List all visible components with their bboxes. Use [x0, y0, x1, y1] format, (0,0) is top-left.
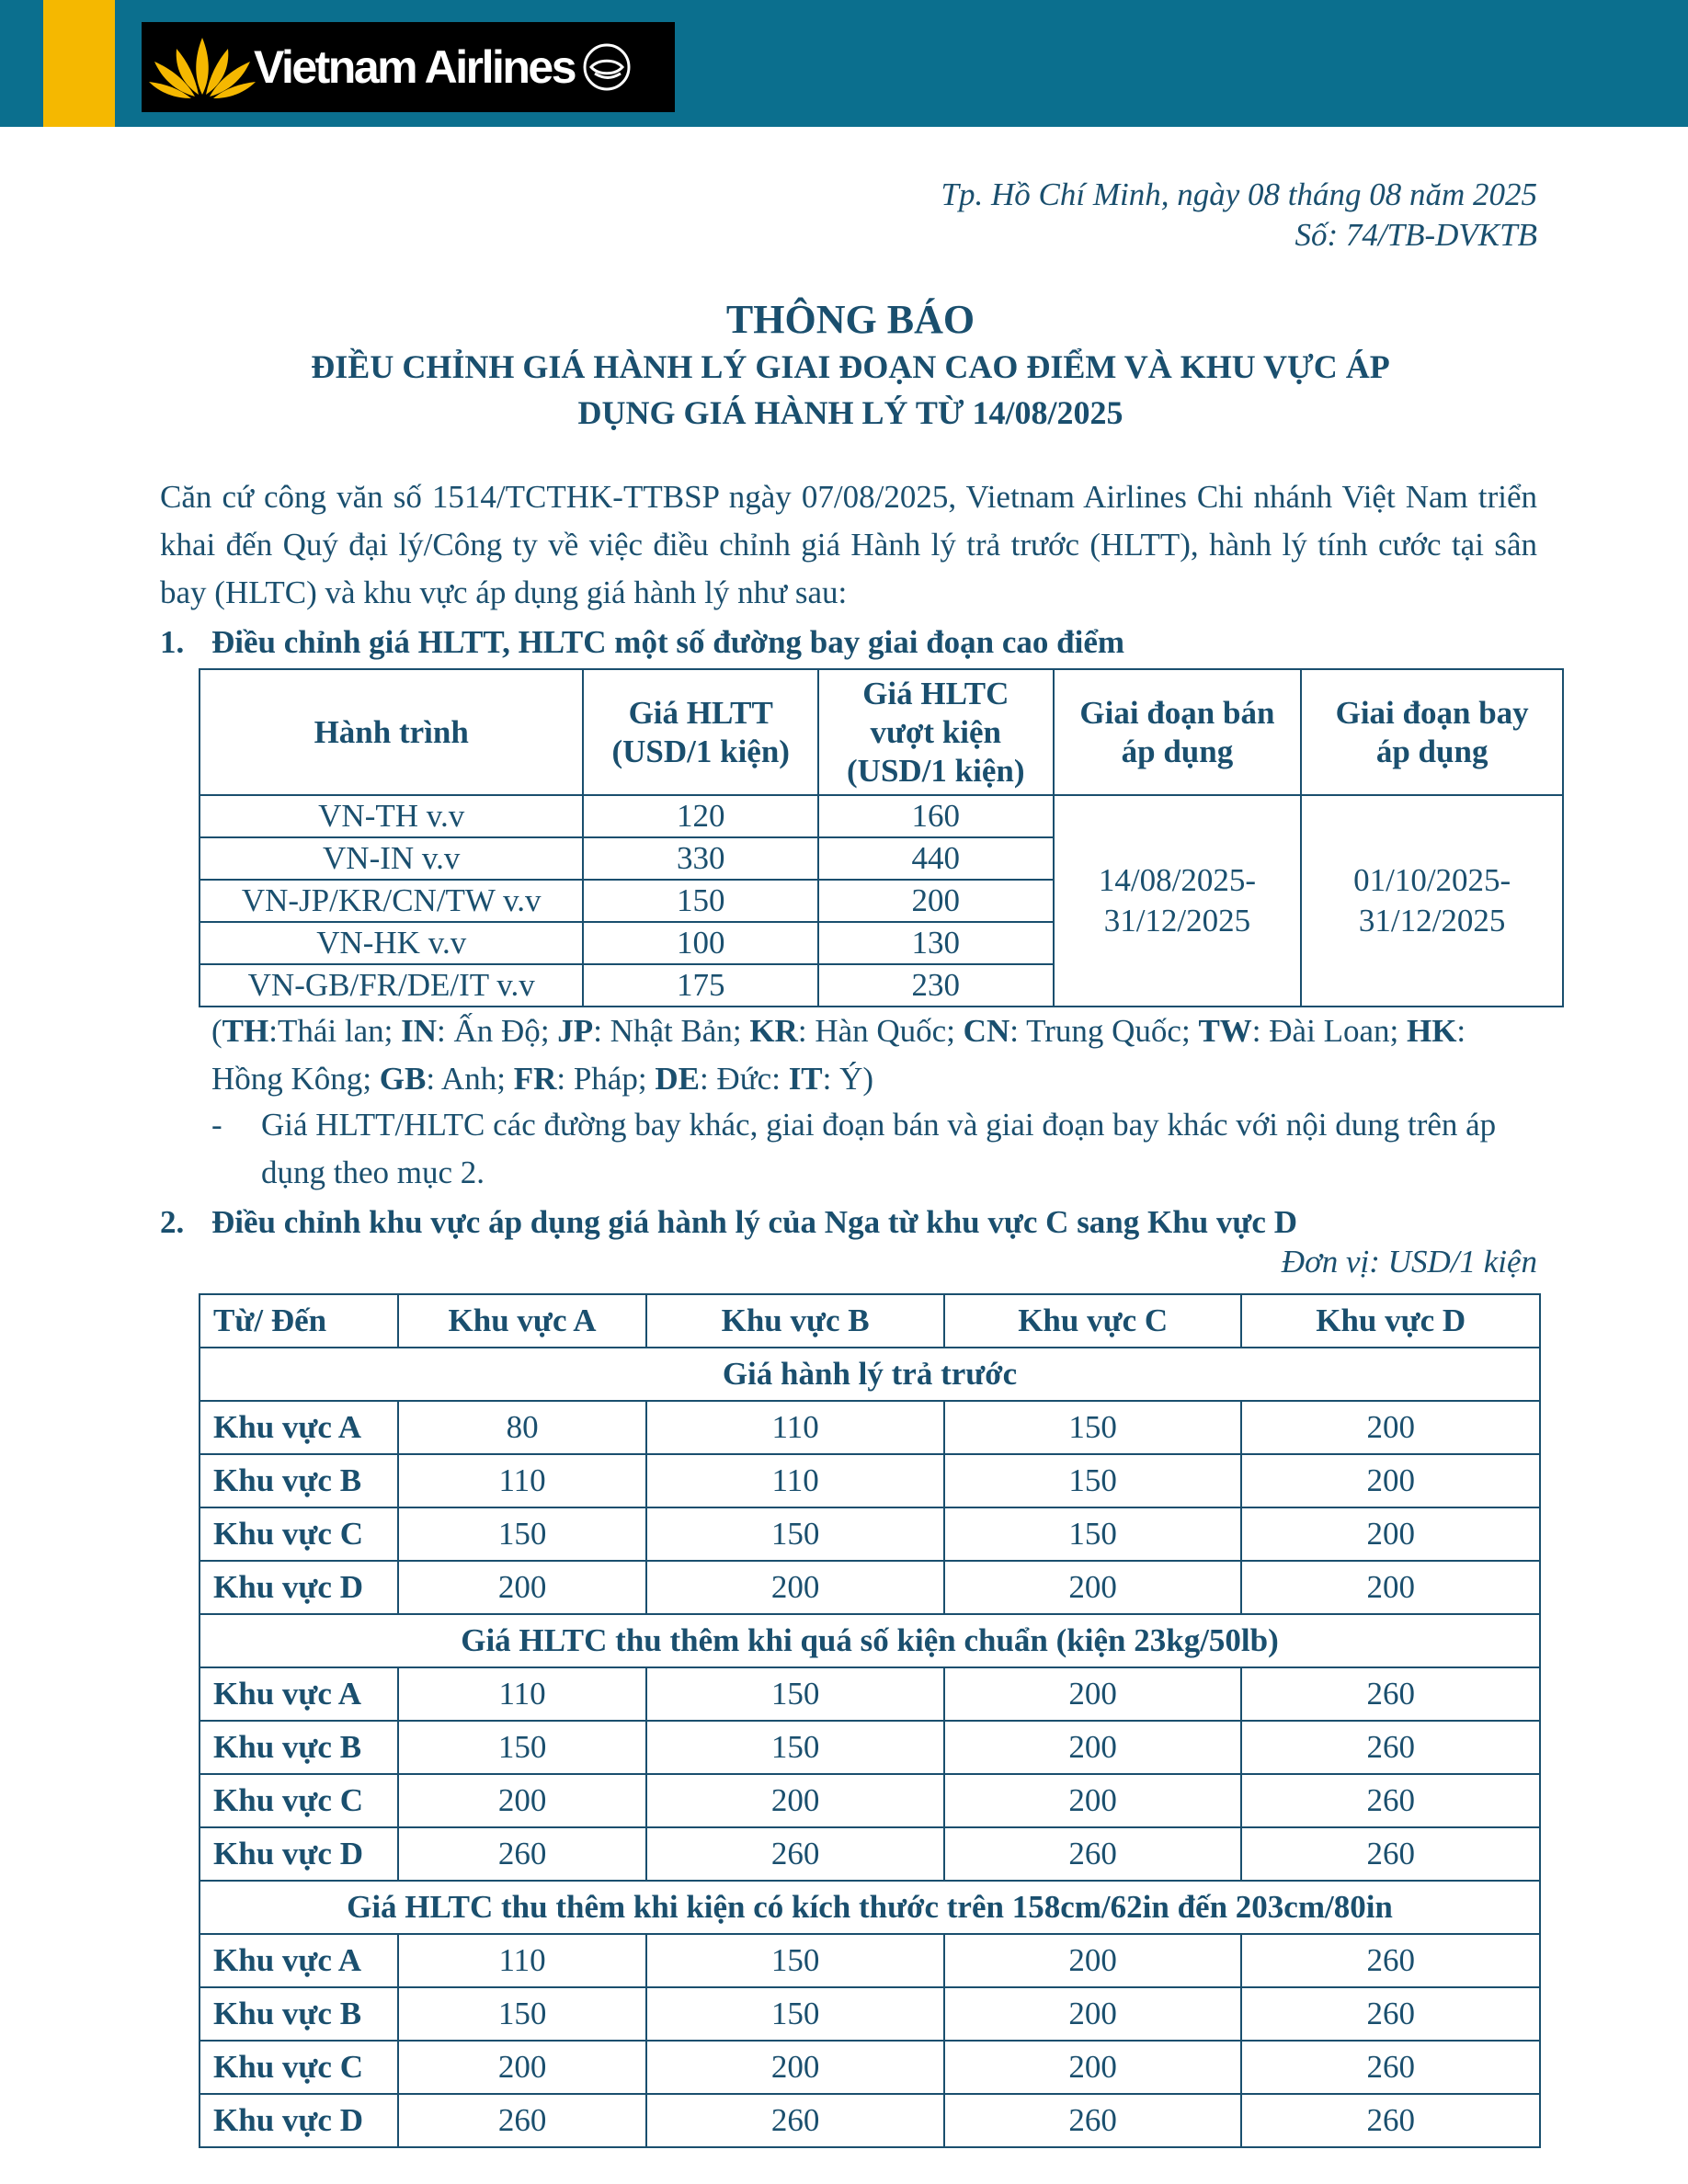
hltc-cell: 230	[818, 964, 1054, 1007]
route-cell: VN-GB/FR/DE/IT v.v	[200, 964, 583, 1007]
zone-label: Khu vực B	[200, 1987, 398, 2041]
table-row	[200, 1934, 1540, 1987]
section-1-heading	[160, 622, 1124, 663]
sale-period-cell: 14/08/2025- 31/12/2025	[1054, 795, 1302, 1007]
group-header-row	[200, 1614, 1540, 1667]
table-row	[200, 1774, 1540, 1827]
price-cell: 150	[944, 1454, 1242, 1507]
col-sale-period: Giai đoạn bán áp dụng	[1054, 669, 1302, 795]
zone-price-table	[199, 1293, 1541, 2148]
table-row	[200, 1827, 1540, 1881]
lotus-icon	[147, 30, 257, 104]
table-row	[200, 1507, 1540, 1561]
table-row	[200, 2041, 1540, 2094]
bullet-dash: -	[211, 1107, 222, 1143]
price-cell: 200	[944, 1561, 1242, 1614]
col-route: Hành trình	[200, 669, 583, 795]
group-title: Giá hành lý trả trước	[200, 1348, 1540, 1401]
zone-label: Khu vực C	[200, 1774, 398, 1827]
price-cell: 200	[398, 2041, 647, 2094]
price-cell: 200	[646, 1774, 944, 1827]
price-cell: 260	[1241, 1987, 1540, 2041]
section-1-title: Điều chỉnh giá HLTT, HLTC một số đường bay giai đoạn cao điểm	[211, 624, 1125, 660]
price-cell: 150	[646, 1667, 944, 1721]
zone-label: Khu vực D	[200, 1827, 398, 1881]
price-cell: 150	[646, 1721, 944, 1774]
price-cell: 260	[1241, 2094, 1540, 2147]
price-cell: 200	[1241, 1454, 1540, 1507]
price-cell: 200	[398, 1774, 647, 1827]
col-zone-d: Khu vực D	[1241, 1294, 1540, 1348]
hltc-cell: 200	[818, 880, 1054, 922]
document-number: Số: 74/TB-DVKTB	[1295, 217, 1537, 253]
route-cell: VN-IN v.v	[200, 837, 583, 880]
zone-label: Khu vực C	[200, 2041, 398, 2094]
price-cell: 200	[398, 1561, 647, 1614]
unit-note: Đơn vị: USD/1 kiện	[1281, 1244, 1537, 1280]
price-cell: 150	[646, 1987, 944, 2041]
col-zone-a: Khu vực A	[398, 1294, 647, 1348]
price-cell: 150	[646, 1934, 944, 1987]
price-cell: 260	[1241, 1721, 1540, 1774]
price-cell: 150	[398, 1507, 647, 1561]
place-date: Tp. Hồ Chí Minh, ngày 08 tháng 08 năm 2025	[941, 176, 1537, 212]
price-cell: 260	[944, 1827, 1242, 1881]
hltt-cell: 120	[583, 795, 818, 837]
table-header-row	[200, 669, 1563, 795]
zone-label: Khu vực B	[200, 1721, 398, 1774]
price-cell: 110	[398, 1667, 647, 1721]
price-cell: 260	[1241, 2041, 1540, 2094]
section-2-heading	[160, 1202, 1297, 1243]
price-cell: 260	[646, 1827, 944, 1881]
price-cell: 200	[944, 1667, 1242, 1721]
table-row	[200, 1561, 1540, 1614]
price-cell: 110	[646, 1401, 944, 1454]
price-cell: 260	[646, 2094, 944, 2147]
fly-period-cell: 01/10/2025- 31/12/2025	[1301, 795, 1563, 1007]
price-cell: 110	[398, 1454, 647, 1507]
peak-route-table	[199, 668, 1564, 1007]
title-line-2: DỤNG GIÁ HÀNH LÝ TỪ 14/08/2025	[577, 394, 1123, 431]
price-cell: 150	[398, 1987, 647, 2041]
zone-label: Khu vực A	[200, 1401, 398, 1454]
group-header-row	[200, 1348, 1540, 1401]
price-cell: 260	[944, 2094, 1242, 2147]
country-code-legend: (TH:Thái lan; IN: Ấn Độ; JP: Nhật Bản; KR: Hàn Quốc; CN: Trung Quốc; TW: Đài Loan; HK: Hồng Kông; GB: Anh; FR: Pháp; DE: Đức: IT: Ý)	[211, 1013, 1466, 1097]
zone-label: Khu vực A	[200, 1667, 398, 1721]
group-title: Giá HLTC thu thêm khi quá số kiện chuẩn (kiện 23kg/50lb)	[200, 1614, 1540, 1667]
price-cell: 200	[944, 1721, 1242, 1774]
table-row	[200, 1721, 1540, 1774]
hltc-cell: 440	[818, 837, 1054, 880]
price-cell: 200	[646, 2041, 944, 2094]
dateline	[941, 175, 1537, 256]
skyteam-emblem-icon	[582, 42, 632, 92]
section-1-number: 1.	[160, 624, 185, 660]
header-accent-stripe	[43, 0, 115, 127]
col-from-to: Từ/ Đến	[200, 1294, 398, 1348]
col-fly-period: Giai đoạn bay áp dụng	[1301, 669, 1563, 795]
zone-label: Khu vực C	[200, 1507, 398, 1561]
price-cell: 150	[944, 1401, 1242, 1454]
document-title	[165, 296, 1535, 436]
bullet-text: Giá HLTT/HLTC các đường bay khác, giai đoạn bán và giai đoạn bay khác với nội dung trên áp dụng theo mục 2.	[261, 1107, 1497, 1190]
price-cell: 110	[398, 1934, 647, 1987]
section-2-number: 2.	[160, 1204, 185, 1240]
price-cell: 200	[1241, 1507, 1540, 1561]
price-cell: 260	[1241, 1827, 1540, 1881]
price-cell: 200	[1241, 1561, 1540, 1614]
table-row	[200, 1987, 1540, 2041]
price-cell: 260	[1241, 1774, 1540, 1827]
price-cell: 260	[398, 2094, 647, 2147]
price-cell: 200	[944, 1987, 1242, 2041]
table-row	[200, 1667, 1540, 1721]
price-cell: 260	[1241, 1667, 1540, 1721]
table-row	[200, 2094, 1540, 2147]
col-zone-b: Khu vực B	[646, 1294, 944, 1348]
intro-paragraph: Căn cứ công văn số 1514/TCTHK-TTBSP ngày 07/08/2025, Vietnam Airlines Chi nhánh Việt Nam triển khai đến Quý đại lý/Công ty về việc điều chỉnh giá Hành lý trả trước (HLTT), hành lý tính cước tại sân bay (HLTC) và khu vực áp dụng giá hành lý như sau:	[160, 479, 1537, 610]
price-cell: 200	[944, 2041, 1242, 2094]
price-cell: 260	[398, 1827, 647, 1881]
section-2-title: Điều chỉnh khu vực áp dụng giá hành lý của Nga từ khu vực C sang Khu vực D	[211, 1204, 1297, 1240]
col-hltc: Giá HLTC vượt kiện (USD/1 kiện)	[818, 669, 1054, 795]
table-header-row	[200, 1294, 1540, 1348]
price-cell: 200	[1241, 1401, 1540, 1454]
col-zone-c: Khu vực C	[944, 1294, 1242, 1348]
route-cell: VN-HK v.v	[200, 922, 583, 964]
price-cell: 200	[646, 1561, 944, 1614]
logo-wordmark: Vietnam Airlines	[254, 41, 576, 93]
zone-label: Khu vực A	[200, 1934, 398, 1987]
price-cell: 200	[944, 1774, 1242, 1827]
price-cell: 150	[646, 1507, 944, 1561]
zone-label: Khu vực D	[200, 1561, 398, 1614]
price-cell: 150	[398, 1721, 647, 1774]
title-main: THÔNG BÁO	[725, 297, 975, 342]
route-cell: VN-TH v.v	[200, 795, 583, 837]
hltt-cell: 175	[583, 964, 818, 1007]
table-row	[200, 1401, 1540, 1454]
price-cell: 260	[1241, 1934, 1540, 1987]
hltt-cell: 150	[583, 880, 818, 922]
hltc-cell: 130	[818, 922, 1054, 964]
group-header-row	[200, 1881, 1540, 1934]
table-row	[200, 1454, 1540, 1507]
col-hltt: Giá HLTT (USD/1 kiện)	[583, 669, 818, 795]
table-row	[200, 795, 1563, 837]
zone-label: Khu vực B	[200, 1454, 398, 1507]
hltt-cell: 330	[583, 837, 818, 880]
hltt-cell: 100	[583, 922, 818, 964]
price-cell: 200	[944, 1934, 1242, 1987]
group-title: Giá HLTC thu thêm khi kiện có kích thước trên 158cm/62in đến 203cm/80in	[200, 1881, 1540, 1934]
bullet-note	[211, 1101, 1540, 1197]
price-cell: 110	[646, 1454, 944, 1507]
zone-label: Khu vực D	[200, 2094, 398, 2147]
price-cell: 150	[944, 1507, 1242, 1561]
airline-logo	[142, 22, 675, 112]
title-line-1: ĐIỀU CHỈNH GIÁ HÀNH LÝ GIAI ĐOẠN CAO ĐIỂM VÀ KHU VỰC ÁP	[311, 348, 1390, 385]
route-cell: VN-JP/KR/CN/TW v.v	[200, 880, 583, 922]
price-cell: 80	[398, 1401, 647, 1454]
hltc-cell: 160	[818, 795, 1054, 837]
